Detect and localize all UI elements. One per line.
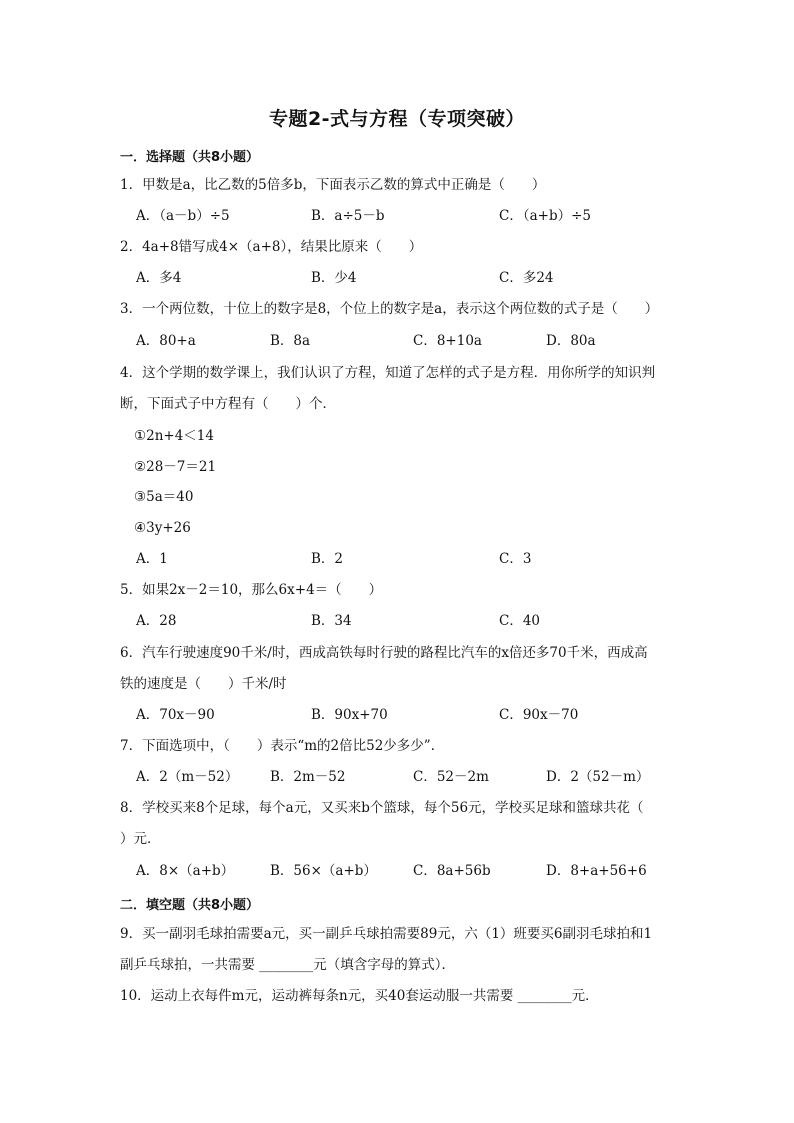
option-b: B．34: [311, 613, 352, 629]
question-4-item-3: ③5a＝40: [134, 489, 194, 505]
option-b: B．2: [311, 551, 344, 567]
question-7: 7．下面选项中，（ ）表示“m的2倍比52少多少”．: [120, 738, 445, 754]
question-9-line-1: 9．买一副羽毛球拍需要a元，买一副乒乓球拍需要89元，六（1）班要买6副羽毛球拍和1: [120, 926, 653, 942]
option-a: A．80+a: [136, 333, 196, 349]
option-d: D．80a: [546, 333, 596, 349]
option-c: C．多24: [499, 270, 554, 286]
option-c: C．40: [499, 613, 541, 629]
question-4-options: [0, 550, 794, 568]
option-a: A．70x－90: [136, 707, 215, 723]
question-6-options: [0, 706, 794, 724]
question-4-item-4: ④3y+26: [134, 520, 191, 536]
question-8-line-2: ）元．: [120, 831, 161, 847]
option-a: A．多4: [136, 270, 182, 286]
question-7-options: [0, 768, 794, 786]
option-a: A．1: [136, 551, 168, 567]
question-5: 5．如果2x－2＝10，那么6x+4＝（ ）: [120, 582, 383, 598]
question-10: 10．运动上衣每件m元，运动裤每条n元，买40套运动服一共需要 ________元．: [120, 988, 599, 1004]
question-3-options: [0, 332, 794, 350]
page-title: 专题2-式与方程（专项突破）: [268, 108, 526, 130]
option-b: B．8a: [270, 333, 311, 349]
section-heading-choice: 一．选择题（共8小题）: [120, 150, 260, 165]
question-9-line-2: 副乒乓球拍，一共需要 ________元（填含字母的算式）．: [120, 957, 456, 973]
option-c: C．3: [499, 551, 532, 567]
question-1: 1．甲数是a，比乙数的5倍多b，下面表示乙数的算式中正确是（ ）: [120, 177, 546, 193]
question-4-item-1: ①2n+4＜14: [134, 428, 214, 444]
option-d: D．8+a+56+6: [546, 863, 647, 879]
question-6-line-2: 铁的速度是（ ）千米/时: [120, 676, 287, 692]
option-c: C．90x－70: [499, 707, 579, 723]
section-heading-fill: 二．填空题（共8小题）: [120, 898, 260, 913]
option-c: C．8+10a: [413, 333, 482, 349]
option-a: A．8×（a+b）: [136, 863, 235, 879]
question-8-options: [0, 862, 794, 880]
option-b: B．a÷5－b: [311, 208, 385, 224]
question-8-line-1: 8．学校买来8个足球，每个a元，又买来b个篮球，每个56元，学校买足球和篮球共花（: [120, 800, 644, 816]
option-d: D．2（52－m）: [546, 769, 650, 785]
option-b: B．56×（a+b）: [270, 863, 377, 879]
option-a: A．2（m－52）: [136, 769, 239, 785]
question-3: 3．一个两位数，十位上的数字是8，个位上的数字是a，表示这个两位数的式子是（ ）: [120, 301, 659, 317]
option-b: B．2m－52: [270, 769, 346, 785]
option-a: A．（a－b）÷5: [136, 208, 230, 224]
question-2: 2．4a+8错写成4×（a+8），结果比原来（ ）: [120, 239, 423, 255]
question-5-options: [0, 612, 794, 630]
question-4-item-2: ②28－7＝21: [134, 459, 217, 475]
question-1-options: [0, 207, 794, 225]
option-c: C．（a+b）÷5: [499, 208, 591, 224]
question-2-options: [0, 269, 794, 287]
option-c: C．52－2m: [413, 769, 489, 785]
option-a: A．28: [136, 613, 177, 629]
question-4-line-2: 断，下面式子中方程有（ ）个．: [120, 396, 336, 412]
question-4-line-1: 4．这个学期的数学课上，我们认识了方程，知道了怎样的式子是方程．用你所学的知识判: [120, 365, 656, 381]
option-b: B．少4: [311, 270, 357, 286]
option-b: B．90x+70: [311, 707, 388, 723]
option-c: C．8a+56b: [413, 863, 491, 879]
question-6-line-1: 6．汽车行驶速度90千米/时，西成高铁每时行驶的路程比汽车的x倍还多70千米，西成高: [120, 645, 648, 661]
